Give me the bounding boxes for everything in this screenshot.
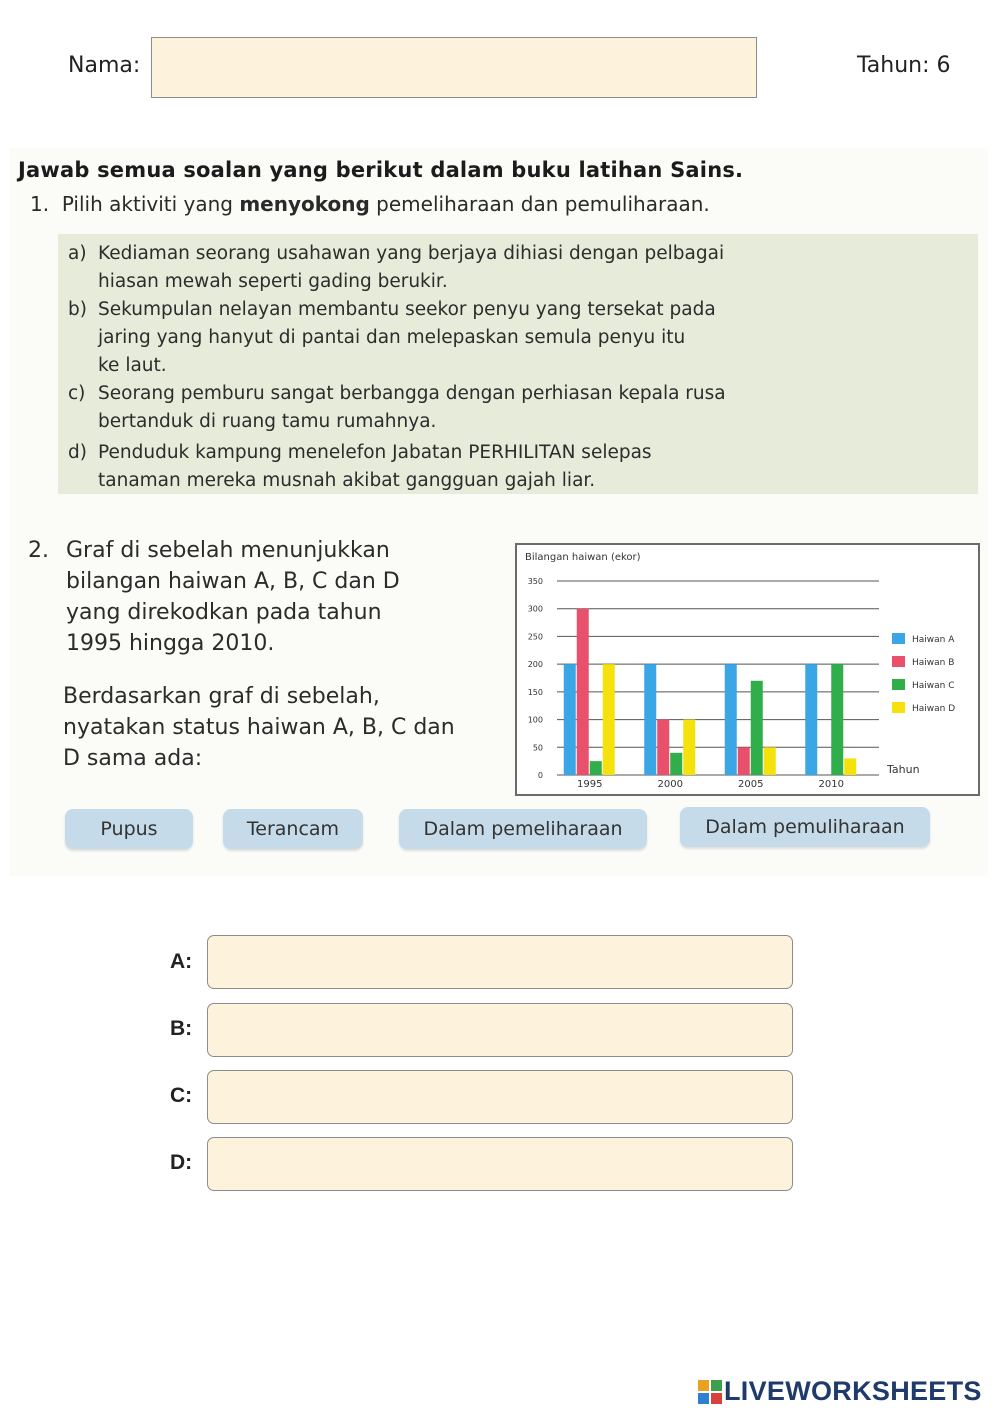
q2-number: 2. <box>28 538 49 563</box>
option-a: a) Kediaman seorang usahawan yang berjaya dihiasi dengan pelbagai hiasan mewah seperti gading berukir. <box>68 243 725 292</box>
choice-dalam-pemeliharaan[interactable]: Dalam pemeliharaan <box>399 809 647 849</box>
question-1 <box>30 192 710 216</box>
name-input[interactable] <box>151 37 757 98</box>
worksheet-image <box>10 148 988 876</box>
legend-swatch-4 <box>892 702 905 713</box>
chart-title: Bilangan haiwan (ekor) <box>525 552 641 563</box>
y-tick-label: 200 <box>527 660 543 670</box>
answer-a-label: A: <box>170 950 193 973</box>
answer-c-input[interactable] <box>207 1070 793 1124</box>
bar-haiwan-c-2005 <box>751 681 763 775</box>
bar-haiwan-d-2005 <box>764 747 776 775</box>
legend-label-2: Haiwan B <box>912 658 955 668</box>
bar-haiwan-d-2000 <box>683 720 695 775</box>
bar-haiwan-d-1995 <box>603 664 615 775</box>
bar-haiwan-a-2000 <box>644 664 656 775</box>
x-tick-label: 2005 <box>738 779 764 790</box>
option-c: c) Seorang pemburu sangat berbangga dengan perhiasan kepala rusa bertanduk di ruang tamu rumahnya. <box>68 383 726 432</box>
question-2: 2. Graf di sebelah menunjukkan bilangan haiwan A, B, C dan D yang direkodkan pada tahun 1995 hingga 2010. <box>28 535 400 659</box>
legend-swatch-3 <box>892 679 905 690</box>
q1-text-bold: menyokong <box>239 192 370 216</box>
bar-haiwan-b-1995 <box>577 609 589 775</box>
legend-swatch-2 <box>892 656 905 667</box>
q1-number: 1. <box>30 192 50 216</box>
answer-b-input[interactable] <box>207 1003 793 1057</box>
bar-haiwan-a-2005 <box>725 664 737 775</box>
y-tick-label: 150 <box>527 687 543 697</box>
y-tick-label: 50 <box>532 743 543 753</box>
choice-pupus[interactable]: Pupus <box>65 809 193 849</box>
legend-label-4: Haiwan D <box>912 704 956 714</box>
x-axis-label: Tahun <box>887 763 920 776</box>
y-tick-label: 100 <box>527 715 543 725</box>
options-box <box>58 234 978 494</box>
option-d: d) Penduduk kampung menelefon Jabatan PERHILITAN selepas tanaman mereka musnah akibat gangguan gajah liar. <box>68 442 652 491</box>
q1-text-after: pemeliharaan dan pemuliharaan. <box>369 192 710 216</box>
bar-haiwan-a-2010 <box>805 664 817 775</box>
choice-terancam[interactable]: Terancam <box>223 809 363 849</box>
bar-haiwan-b-2005 <box>738 747 750 775</box>
answer-c-label: C: <box>170 1084 193 1107</box>
bar-haiwan-c-1995 <box>590 761 602 775</box>
answer-b-label: B: <box>170 1017 193 1040</box>
year-label: Tahun: 6 <box>857 53 951 78</box>
answer-d-input[interactable] <box>207 1137 793 1191</box>
y-tick-label: 0 <box>537 771 543 780</box>
legend-swatch-1 <box>892 633 905 644</box>
legend-label-1: Haiwan A <box>912 635 955 645</box>
choice-dalam-pemuliharaan[interactable]: Dalam pemuliharaan <box>680 807 930 847</box>
x-tick-label: 2010 <box>818 779 844 790</box>
bar-chart-svg <box>517 545 978 794</box>
bar-haiwan-b-2000 <box>657 720 669 775</box>
instruction-heading: Jawab semua soalan yang berikut dalam buku latihan Sains. <box>18 158 744 182</box>
option-b: b) Sekumpulan nelayan membantu seekor penyu yang tersekat pada jaring yang hanyut di pantai dan melepaskan semula penyu itu ke laut. <box>68 299 716 376</box>
liveworksheets-logo <box>698 1376 982 1407</box>
logo-text: LIVEWORKSHEETS <box>724 1376 982 1406</box>
answer-a-input[interactable] <box>207 935 793 989</box>
answer-d-label: D: <box>170 1151 193 1174</box>
x-tick-label: 2000 <box>657 779 683 790</box>
liveworksheets-grid-icon <box>698 1380 722 1404</box>
y-tick-label: 250 <box>527 632 543 642</box>
name-label: Nama: <box>68 53 141 78</box>
q1-text-before: Pilih aktiviti yang <box>61 192 240 216</box>
bar-haiwan-c-2010 <box>831 664 843 775</box>
bar-haiwan-c-2000 <box>670 753 682 775</box>
y-tick-label: 300 <box>527 604 543 614</box>
x-tick-label: 1995 <box>577 779 603 790</box>
question-2-ask: Berdasarkan graf di sebelah, nyatakan status haiwan A, B, C dan D sama ada: <box>63 684 455 771</box>
bar-haiwan-a-1995 <box>564 664 576 775</box>
y-tick-label: 350 <box>527 577 543 586</box>
legend-label-3: Haiwan C <box>912 681 955 691</box>
bar-haiwan-d-2010 <box>844 758 856 775</box>
bar-chart <box>515 543 980 796</box>
